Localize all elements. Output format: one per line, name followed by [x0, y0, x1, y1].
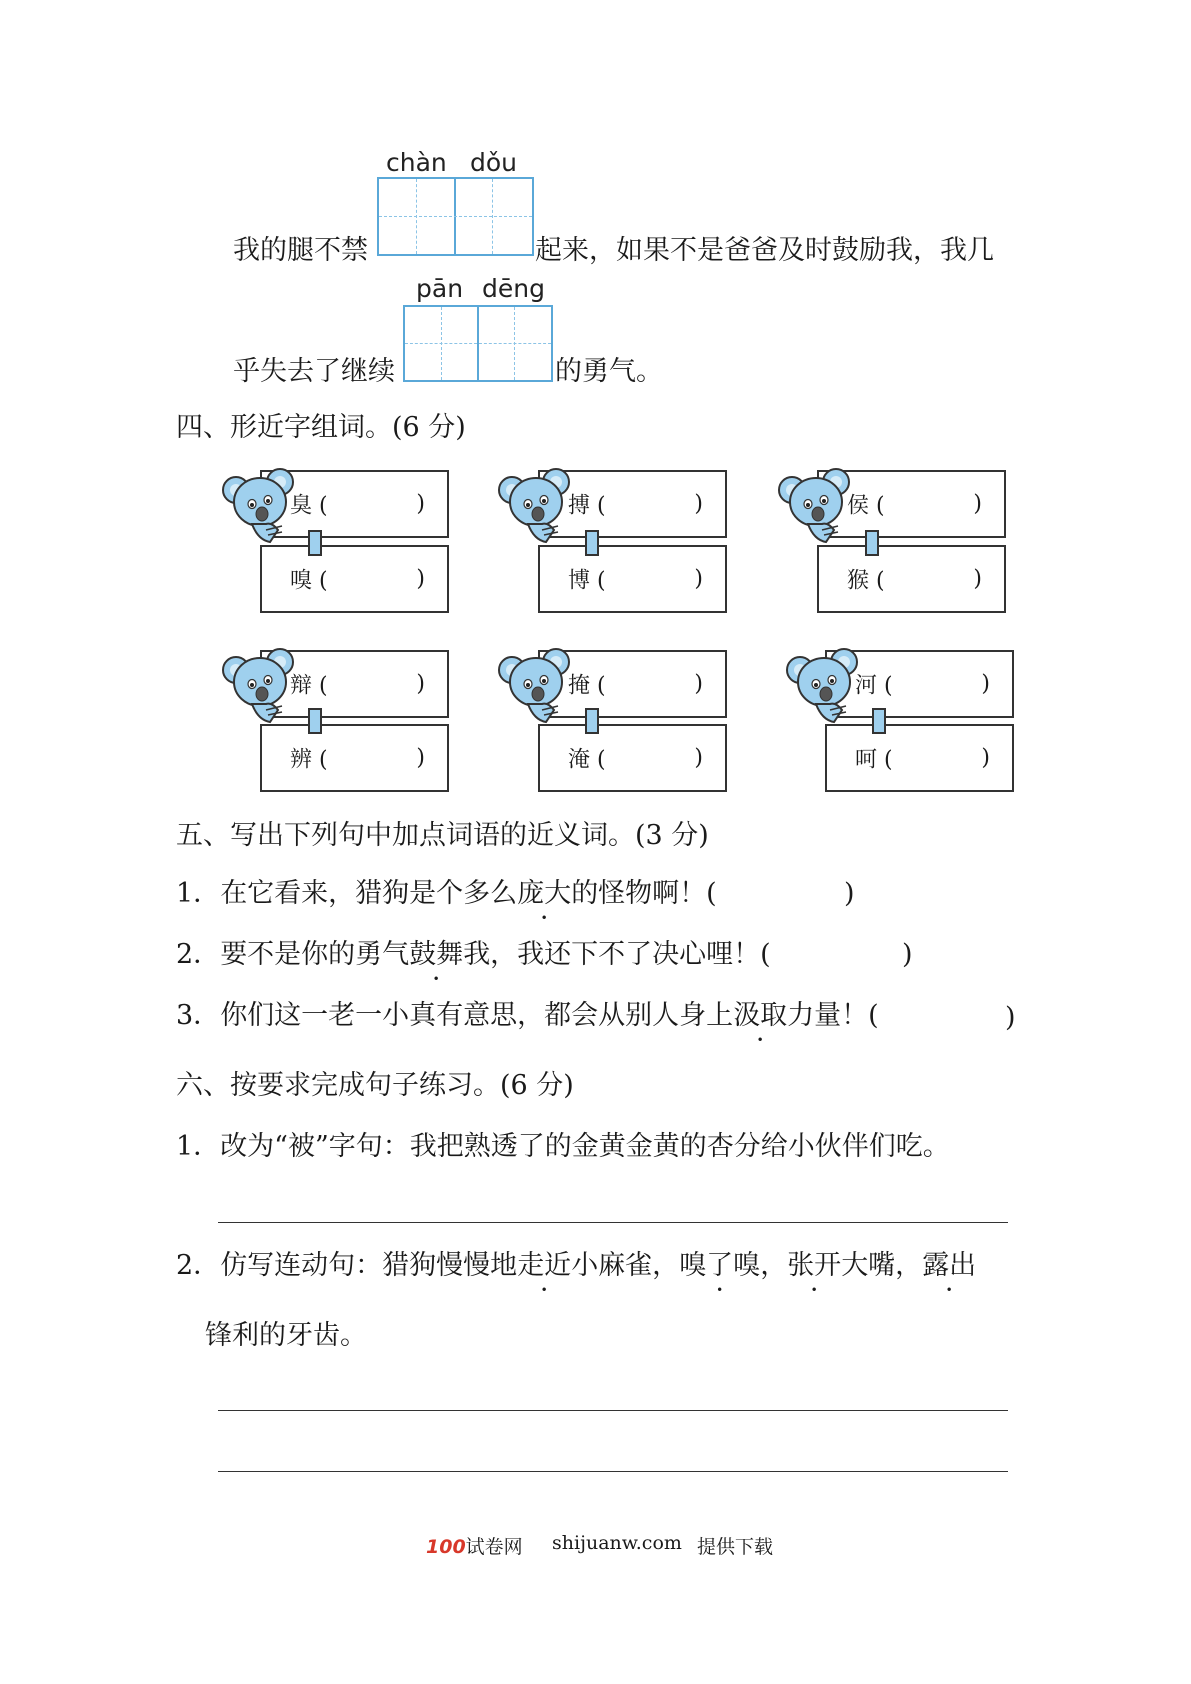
dotted-word: 汲取: [733, 1000, 788, 1031]
paren-close: ): [416, 566, 425, 592]
word-box-bottom[interactable]: [260, 724, 449, 792]
synonym-item-3: [176, 1002, 879, 1029]
synonym-item-2: [176, 941, 771, 968]
section-6-score: (6 分): [500, 1070, 574, 1101]
koala-icon: [786, 640, 866, 730]
answer-paren-close-1: ): [844, 878, 855, 909]
pinyin-pan: pān: [416, 274, 464, 303]
word-box-bottom[interactable]: [825, 724, 1014, 792]
exercise-item-2: [176, 1252, 976, 1279]
koala-icon: [778, 460, 858, 550]
dotted-word: 走近: [517, 1250, 572, 1281]
word-box-bottom[interactable]: [538, 545, 727, 613]
item-text: 小麻雀，: [571, 1250, 680, 1281]
pinyin-chan: chàn: [386, 148, 447, 177]
sentence-line-1-end: 起来，如果不是爸爸及时鼓励我，我几: [535, 235, 994, 266]
box-connector: [585, 530, 599, 556]
item-text: 改为“被”字句：我把熟透了的金黄金黄的杏分给小伙伴们吃。: [220, 1131, 950, 1162]
item-text: 我，我还下不了决心哩！(: [463, 939, 771, 970]
exercise-item-2-continued: 锋利的牙齿。: [205, 1320, 367, 1351]
word-box-bottom[interactable]: [538, 724, 727, 792]
item-number: 1．: [176, 1131, 221, 1162]
paren-close: ): [973, 491, 982, 517]
word-box-bottom[interactable]: [817, 545, 1006, 613]
footer-url[interactable]: shijuanw.com: [552, 1532, 682, 1554]
word-box-label: 淹 (: [568, 747, 606, 773]
synonym-item-1: [176, 880, 717, 907]
word-box-label: 博 (: [568, 568, 606, 594]
box-connector: [308, 530, 322, 556]
item-text: 在它看来，猎狗是个多么: [220, 878, 518, 909]
paren-close: ): [694, 491, 703, 517]
item-number: 3．: [176, 1000, 221, 1031]
section-4-title: 四、形近字组词。: [176, 412, 392, 443]
answer-line-3[interactable]: [218, 1471, 1008, 1472]
box-connector: [308, 708, 322, 734]
box-connector: [872, 708, 886, 734]
sentence-line-2-start: 乎失去了继续: [233, 356, 395, 387]
answer-line-2[interactable]: [218, 1410, 1008, 1411]
sentence-line-2-end: 的勇气。: [555, 356, 663, 387]
dotted-word: 露出: [922, 1250, 977, 1281]
section-5-title: 五、写出下列句中加点词语的近义词。: [176, 820, 635, 851]
footer-brand: [426, 1532, 523, 1559]
word-box-label: 辩 (: [290, 673, 328, 699]
koala-icon: [222, 640, 302, 730]
koala-icon: [222, 460, 302, 550]
footer-note: 提供下载: [697, 1536, 774, 1558]
koala-icon: [498, 460, 578, 550]
paren-close: ): [981, 671, 990, 697]
word-box-label: 辨 (: [290, 747, 328, 773]
logo-100-icon: 100: [426, 1536, 466, 1558]
exercise-item-1: [176, 1133, 950, 1160]
section-6-heading: [176, 1072, 574, 1099]
item-number: 2．: [176, 1250, 221, 1281]
box-connector: [865, 530, 879, 556]
section-4-heading: [176, 414, 466, 441]
item-text: 你们这一老一小真有意思，都会从别人身上: [220, 1000, 734, 1031]
tianzige-answer-1[interactable]: [377, 177, 534, 256]
item-text: 力量！(: [787, 1000, 879, 1031]
pinyin-dou: dǒu: [470, 148, 518, 177]
word-box-label: 嗅 (: [290, 568, 328, 594]
dotted-word: 鼓舞: [409, 939, 464, 970]
section-5-score: (3 分): [635, 820, 709, 851]
section-5-heading: [176, 822, 709, 849]
word-box-bottom[interactable]: [260, 545, 449, 613]
paren-close: ): [973, 566, 982, 592]
pinyin-deng: dēng: [482, 274, 545, 303]
word-box-label: 猴 (: [847, 568, 885, 594]
item-text: 要不是你的勇气: [220, 939, 410, 970]
paren-close: ): [416, 491, 425, 517]
item-text: 的怪物啊！(: [571, 878, 717, 909]
dotted-word: 庞大: [517, 878, 572, 909]
paren-close: ): [981, 745, 990, 771]
tianzige-answer-2[interactable]: [403, 305, 553, 382]
paren-close: ): [416, 745, 425, 771]
item-text: ，: [760, 1250, 788, 1281]
dotted-word: 嗅了嗅: [679, 1250, 761, 1281]
sentence-line-1-start: 我的腿不禁: [233, 235, 368, 266]
item-number: 2．: [176, 939, 221, 970]
answer-line-1[interactable]: [218, 1222, 1008, 1223]
koala-icon: [498, 640, 578, 730]
answer-paren-close-3: ): [1005, 1002, 1016, 1033]
synonym-answer-1[interactable]: [740, 872, 840, 908]
footer-site-name: 试卷网: [465, 1536, 523, 1558]
word-box-label: 侯 (: [847, 493, 885, 519]
word-box-label: 掩 (: [568, 673, 606, 699]
word-box-label: 搏 (: [568, 493, 606, 519]
item-text: 大嘴，: [841, 1250, 923, 1281]
paren-close: ): [694, 566, 703, 592]
paren-close: ): [416, 671, 425, 697]
word-box-label: 呵 (: [855, 747, 893, 773]
section-6-title: 六、按要求完成句子练习。: [176, 1070, 500, 1101]
synonym-answer-3[interactable]: [900, 994, 1000, 1030]
word-box-label: 河 (: [855, 673, 893, 699]
word-box-label: 臭 (: [290, 493, 328, 519]
paren-close: ): [694, 745, 703, 771]
box-connector: [585, 708, 599, 734]
synonym-answer-2[interactable]: [795, 933, 895, 969]
answer-paren-close-2: ): [902, 939, 913, 970]
section-4-score: (6 分): [392, 412, 466, 443]
item-text: 仿写连动句：猎狗慢慢地: [220, 1250, 518, 1281]
item-number: 1．: [176, 878, 221, 909]
paren-close: ): [694, 671, 703, 697]
dotted-word: 张开: [787, 1250, 842, 1281]
